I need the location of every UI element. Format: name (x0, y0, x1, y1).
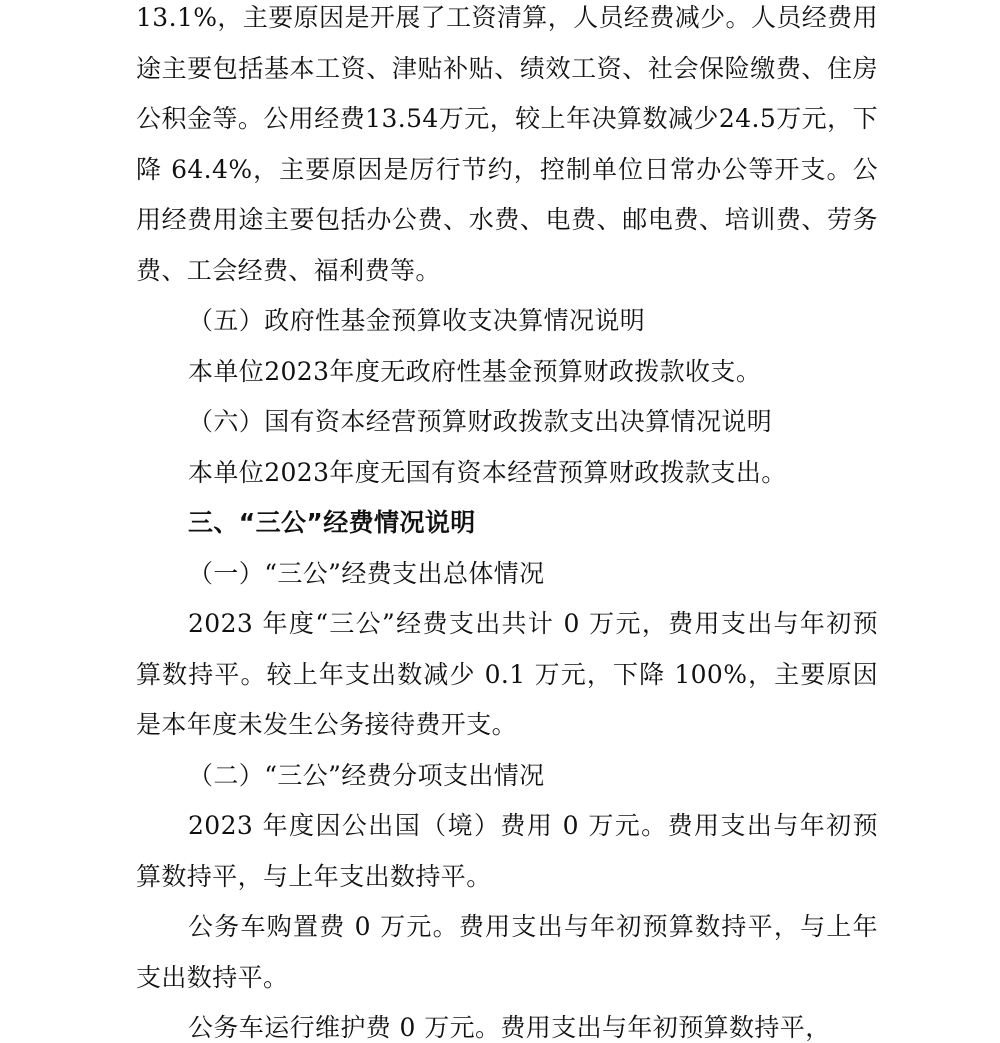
paragraph-overseas-travel: 2023 年度因公出国（境）费用 0 万元。费用支出与年初预算数持平，与上年支出数持平。 (136, 811, 878, 891)
subheading-itemized-expenses: （二）“三公”经费分项支出情况 (188, 760, 545, 790)
subheading-state-capital-budget: （六）国有资本经营预算财政拨款支出决算情况说明 (188, 407, 773, 436)
subheading-overall-situation: （一）“三公”经费支出总体情况 (188, 558, 545, 588)
subheading-government-fund-budget: （五）政府性基金预算收支决算情况说明 (188, 306, 646, 335)
section-heading-three-public-expenses: 三、“三公”经费情况说明 (188, 508, 476, 537)
document-page (136, 0, 878, 1043)
paragraph-vehicle-maintenance: 公务车运行维护费 0 万元。费用支出与年初预算数持平， (188, 1013, 831, 1042)
paragraph-overall-situation: 2023 年度“三公”经费支出共计 0 万元，费用支出与年初预算数持平。较上年支出数减少 0.1 万元，下降 100%，主要原因是本年度未发生公务接待费开支。 (136, 609, 878, 739)
paragraph-personnel-public-expenses: 13.1%，主要原因是开展了工资清算，人员经费减少。人员经费用途主要包括基本工资、津贴补贴、绩效工资、社会保险缴费、住房公积金等。公用经费13.54万元，较上年决算数减少24.5万元，下降 64.4%，主要原因是厉行节约，控制单位日常办公等开支。公用经费用途主要包括办公费、水费、电费、邮电费、培训费、劳务费、工会经费、福利费等。 (136, 3, 878, 285)
paragraph-government-fund-none: 本单位2023年度无政府性基金预算财政拨款收支。 (188, 356, 762, 386)
paragraph-vehicle-purchase: 公务车购置费 0 万元。费用支出与年初预算数持平，与上年支出数持平。 (136, 912, 878, 992)
paragraph-state-capital-none: 本单位2023年度无国有资本经营预算财政拨款支出。 (188, 457, 787, 487)
